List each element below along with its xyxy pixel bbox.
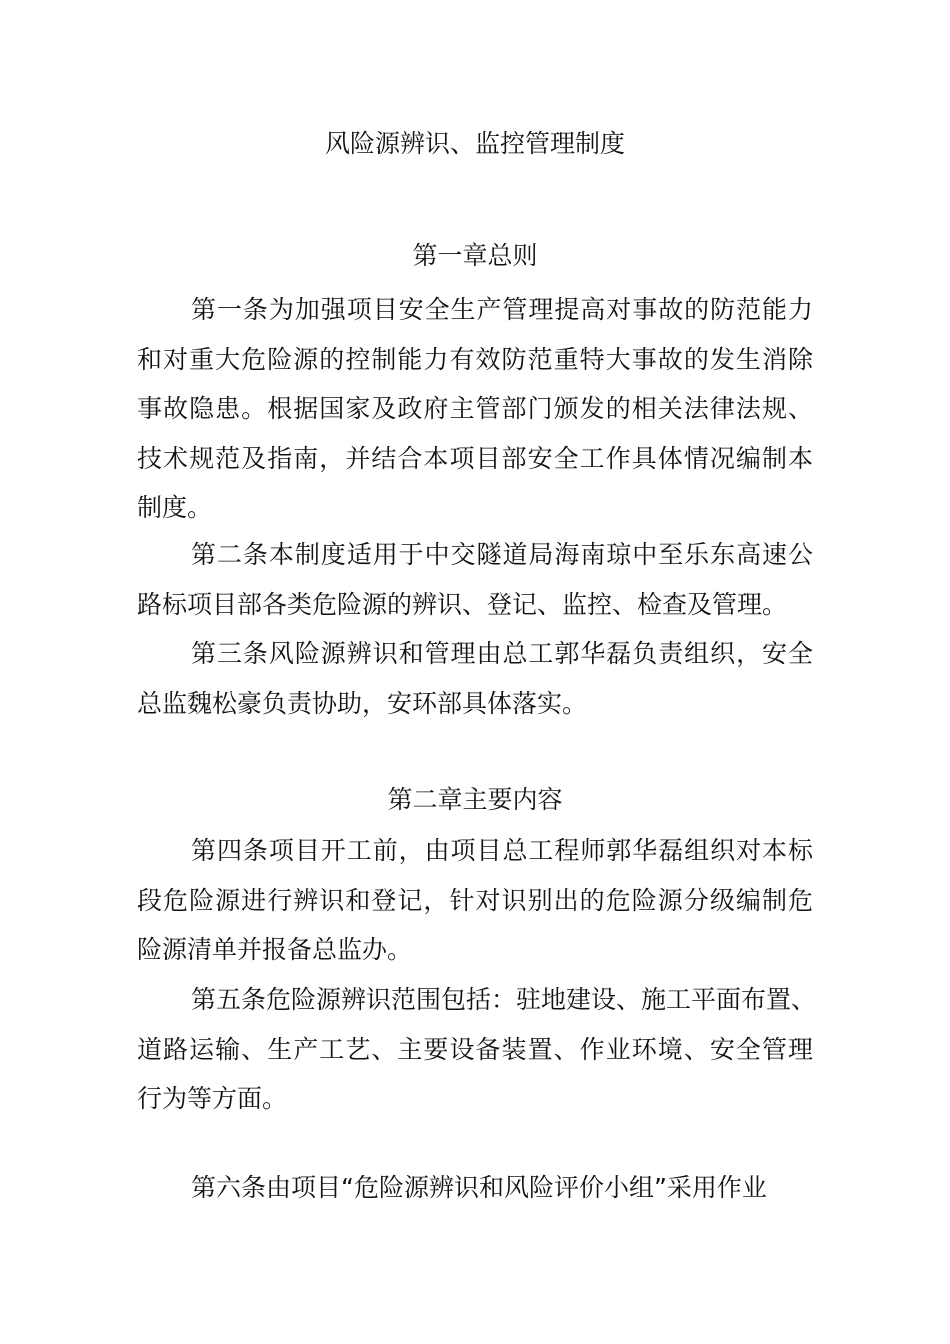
paragraph-line: 制度。	[137, 493, 213, 523]
paragraph-line: 总监魏松豪负责协助，安环部具体落实。	[137, 688, 588, 718]
chapter-heading: 第一章总则	[412, 241, 538, 270]
article-paragraph	[137, 975, 817, 1124]
paragraph-line: 第五条危险源辨识范围包括：驻地建设、施工平面布置、	[191, 985, 817, 1014]
document-title: 风险源辨识、监控管理制度	[324, 129, 625, 158]
paragraph-line: 第二条本制度适用于中交隧道局海南琼中至乐东高速公	[191, 540, 813, 569]
paragraph-line: 和对重大危险源的控制能力有效防范重特大事故的发生消除	[137, 344, 813, 374]
chapter-heading: 第二章主要内容	[387, 785, 563, 814]
article-paragraph	[137, 629, 813, 728]
paragraph-line: 行为等方面。	[137, 1084, 288, 1114]
article-paragraph	[137, 530, 813, 629]
article-paragraph	[137, 1163, 813, 1213]
paragraph-line: 第一条为加强项目安全生产管理提高对事故的防范能力	[191, 295, 813, 324]
article-paragraph	[137, 826, 813, 975]
paragraph-line: 段危险源进行辨识和登记，针对识别出的危险源分级编制危	[137, 885, 813, 915]
paragraph-line: 事故隐患。根据国家及政府主管部门颁发的相关法律法规、	[137, 394, 813, 424]
paragraph-line: 技术规范及指南，并结合本项目部安全工作具体情况编制本	[137, 443, 813, 473]
paragraph-line: 险源清单并报备总监办。	[137, 935, 413, 965]
paragraph-line: 第三条风险源辨识和管理由总工郭华磊负责组织，安全	[191, 639, 813, 668]
article-paragraph	[137, 285, 813, 533]
paragraph-line: 道路运输、生产工艺、主要设备装置、作业环境、安全管理	[137, 1034, 813, 1064]
paragraph-line: 第六条由项目“危险源辨识和风险评价小组”采用作业	[191, 1173, 767, 1202]
paragraph-line: 路标项目部各类危险源的辨识、登记、监控、检查及管理。	[137, 589, 788, 619]
paragraph-line: 第四条项目开工前，由项目总工程师郭华磊组织对本标	[191, 836, 813, 865]
